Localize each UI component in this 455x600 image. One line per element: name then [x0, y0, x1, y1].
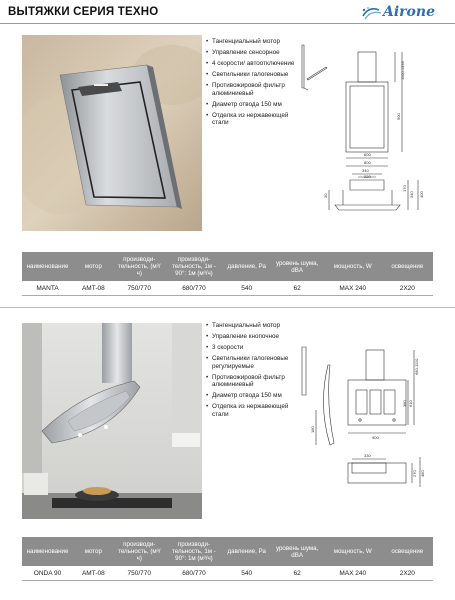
table-header-row [22, 252, 433, 281]
cell-pressure: 540 [223, 281, 270, 296]
col-noise-header: уровень шума, dBA [270, 537, 323, 566]
dim-s2: 170 [402, 185, 407, 192]
cell-power: MAX 240 [324, 281, 382, 296]
col-power-header: мощность, W [324, 252, 382, 281]
dim-mid: 610 [408, 400, 413, 407]
product-photo-manta [22, 35, 202, 231]
cell-capacity: 750/770 [114, 281, 165, 296]
dim-b2: 220 [364, 174, 371, 179]
dim-side: 180 [310, 426, 315, 433]
header-divider [0, 23, 455, 24]
table-row [22, 566, 433, 581]
dim-b1: 340 [362, 168, 369, 173]
dim-w2: 800 [364, 160, 371, 165]
col-noise-header: уровень шума, dBA [270, 252, 323, 281]
col-capacity2-header: производи-тельность, 1м - 90°: 1м (м³/ч) [165, 252, 223, 281]
feature-item: • Светильники галогеновые регулируемые [206, 355, 296, 370]
cell-light: 2X20 [382, 566, 433, 581]
col-capacity-header: производи-тельность, (м³/ч) [114, 537, 165, 566]
table-row [22, 281, 433, 296]
page-title: ВЫТЯЖКИ СЕРИЯ ТЕХНО [8, 6, 159, 18]
feature-item: • 4 скорости/ автоотключение [206, 60, 296, 68]
page-header [0, 0, 455, 22]
cell-name: MANTA [22, 281, 73, 296]
col-capacity2-header: производи-тельность, 1м - 90°: 1м (м³/ч) [165, 537, 223, 566]
feature-item: • Управление кнопочное [206, 333, 296, 341]
col-light-header: освещение [382, 537, 433, 566]
feature-item: • Противожировой фильтр алюминиевый [206, 82, 296, 97]
dim-depth: 900 [396, 113, 401, 120]
col-capacity-header: производи-тельность, (м³/ч) [114, 252, 165, 281]
spec-table-manta [22, 252, 433, 296]
cell-motor: AMT-08 [73, 281, 114, 296]
col-light-header: освещение [382, 252, 433, 281]
col-name-header: наименование [22, 537, 73, 566]
col-power-header: мощность, W [324, 537, 382, 566]
dim-w1: 600 [364, 152, 371, 157]
dim-s3: 340 [409, 191, 414, 198]
logo-swirl-icon [361, 4, 385, 22]
cell-capacity: 750/770 [114, 566, 165, 581]
feature-item: • Отделка из нержавеющей стали [206, 112, 296, 127]
cell-capacity2: 680/770 [165, 281, 223, 296]
product-photo-onda [22, 323, 202, 519]
feature-item: • Тангенциальный мотор [206, 38, 296, 46]
section-divider [0, 307, 455, 308]
feature-item: • Тангенциальный мотор [206, 322, 296, 330]
technical-drawings-manta [300, 40, 450, 220]
dim-width: 900 [372, 435, 379, 440]
spec-table-onda [22, 537, 433, 581]
features-list-onda [206, 322, 296, 422]
logo-text: Airone [383, 4, 435, 20]
feature-item: • 3 скорости [206, 344, 296, 352]
cell-power: MAX 240 [324, 566, 382, 581]
dim-hood: 380 [402, 400, 407, 407]
feature-item: • Противожировой фильтр алюминиевый [206, 374, 296, 389]
cell-capacity2: 680/770 [165, 566, 223, 581]
cell-motor: AMT-08 [73, 566, 114, 581]
dim-b2: 270 [412, 470, 417, 477]
cell-pressure: 540 [223, 566, 270, 581]
dim-s1: 30 [323, 193, 328, 198]
cell-noise: 62 [270, 566, 323, 581]
col-pressure-header: давление, Ра [223, 252, 270, 281]
features-list-manta [206, 38, 296, 130]
col-pressure-header: давление, Ра [223, 537, 270, 566]
cell-noise: 62 [270, 281, 323, 296]
dim-b1: 330 [364, 453, 371, 458]
dim-s4: 400 [419, 191, 424, 198]
brand-logo [361, 2, 441, 22]
feature-item: • Диаметр отвода 150 мм [206, 101, 296, 109]
cell-light: 2X20 [382, 281, 433, 296]
col-name-header: наименование [22, 252, 73, 281]
dim-b3: 480 [420, 470, 425, 477]
technical-drawings-onda [300, 345, 450, 515]
dim-height: 1100-1336 [400, 61, 405, 80]
cell-name: ONDA 90 [22, 566, 73, 581]
table-header-row [22, 537, 433, 566]
feature-item: • Управление сенсорное [206, 49, 296, 57]
col-motor-header: мотор [73, 252, 114, 281]
dim-height: 680-1110 [414, 358, 419, 375]
feature-item: • Отделка из нержавеющей стали [206, 403, 296, 418]
col-motor-header: мотор [73, 537, 114, 566]
feature-item: • Диаметр отвода 150 мм [206, 392, 296, 400]
feature-item: • Светильники галогеновые [206, 71, 296, 79]
